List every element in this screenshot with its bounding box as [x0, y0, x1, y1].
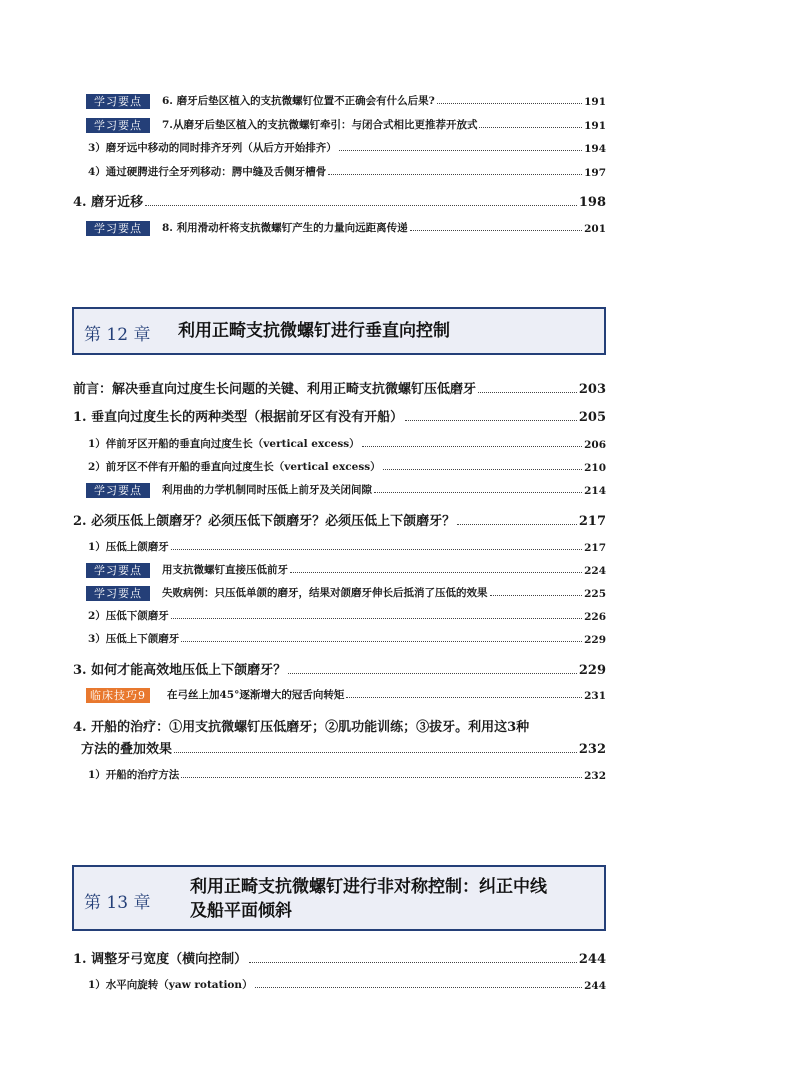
page-number: 226: [584, 611, 606, 623]
entry-title: 利用曲的力学机制同时压低上前牙及关闭间隙: [162, 484, 372, 496]
toc-section-entry[interactable]: [73, 510, 606, 529]
toc-section-entry[interactable]: [73, 659, 606, 678]
study-point-tag: 学习要点: [86, 94, 150, 109]
toc-section-entry-line1[interactable]: 4. 开船的治疗：①用支抗微螺钉压低磨牙；②肌功能训练；③拔牙。利用这3种: [73, 720, 530, 735]
page-number: 210: [584, 462, 606, 474]
entry-title: 前言：解决垂直向过度生长问题的关键、利用正畸支抗微螺钉压低磨牙: [73, 382, 477, 397]
clinical-tip-tag: 临床技巧9: [86, 688, 150, 703]
entry-title: 2）前牙区不伴有开船的垂直向过度生长（vertical excess）: [88, 461, 381, 473]
toc-entry[interactable]: [88, 459, 606, 474]
entry-title: 在弓丝上加45°逐渐增大的冠舌向转矩: [167, 689, 345, 701]
chapter-title: 利用正畸支抗微螺钉进行垂直向控制: [178, 321, 450, 341]
page-number: 205: [578, 410, 606, 425]
toc-entry[interactable]: [88, 539, 606, 554]
page-number: 203: [578, 382, 606, 397]
page-number: 217: [578, 514, 606, 529]
page-number: 225: [584, 588, 606, 600]
toc-entry[interactable]: [88, 608, 606, 623]
page-number: 232: [578, 742, 606, 757]
page-number: 197: [584, 167, 606, 179]
entry-title: 7.从磨牙后垫区植入的支抗微螺钉牵引：与闭合式相比更推荐开放式: [162, 119, 478, 131]
entry-title: 1）压低上颌磨牙: [88, 541, 169, 553]
toc-entry[interactable]: [162, 117, 606, 132]
chapter-number: 第 13 章: [84, 893, 151, 913]
toc-section-entry[interactable]: [73, 948, 606, 967]
page-number: 191: [584, 96, 606, 108]
toc-section-entry[interactable]: [73, 406, 606, 425]
toc-entry[interactable]: [162, 562, 606, 577]
page-number: 198: [578, 195, 606, 210]
chapter-number: 第 12 章: [84, 325, 151, 345]
toc-entry[interactable]: [162, 585, 606, 600]
entry-title: 1. 垂直向过度生长的两种类型（根据前牙区有没有开船）: [73, 410, 404, 425]
chapter-title-line2: 及船平面倾斜: [190, 901, 292, 921]
toc-section-entry[interactable]: [73, 378, 606, 397]
page-number: 206: [584, 439, 606, 451]
toc-entry[interactable]: [167, 687, 606, 702]
study-point-tag: 学习要点: [86, 563, 150, 578]
page-number: 191: [584, 120, 606, 132]
toc-entry[interactable]: [162, 482, 606, 497]
entry-title: 4）通过硬腭进行全牙列移动：腭中缝及舌侧牙槽骨: [88, 166, 327, 178]
entry-title: 3. 如何才能高效地压低上下颌磨牙？: [73, 663, 287, 678]
chapter-title-line1: 利用正畸支抗微螺钉进行非对称控制：纠正中线: [190, 877, 547, 897]
toc-section-entry[interactable]: [73, 191, 606, 210]
entry-title: 用支抗微螺钉直接压低前牙: [162, 564, 288, 576]
entry-title: 1. 调整牙弓宽度（横向控制）: [73, 952, 248, 967]
toc-entry[interactable]: [88, 164, 606, 179]
entry-title: 4. 磨牙近移: [73, 195, 144, 210]
page-number: 244: [584, 980, 606, 992]
page-number: 231: [584, 690, 606, 702]
entry-title: 失败病例：只压低单颌的磨牙，结果对颌磨牙伸长后抵消了压低的效果: [162, 587, 488, 599]
toc-entry[interactable]: [88, 436, 606, 451]
entry-title: 3）磨牙远中移动的同时排齐牙列（从后方开始排齐）: [88, 142, 337, 154]
page-number: 201: [584, 223, 606, 235]
toc-entry[interactable]: [88, 767, 606, 782]
entry-title: 3）压低上下颌磨牙: [88, 633, 180, 645]
page-number: 214: [584, 485, 606, 497]
entry-title: 方法的叠加效果: [81, 742, 173, 757]
study-point-tag: 学习要点: [86, 221, 150, 236]
toc-entry[interactable]: [88, 977, 606, 992]
page-number: 232: [584, 770, 606, 782]
toc-entry[interactable]: [88, 140, 606, 155]
toc-section-entry[interactable]: [81, 738, 606, 757]
entry-title: 1）开船的治疗方法: [88, 769, 180, 781]
page-number: 244: [578, 952, 606, 967]
study-point-tag: 学习要点: [86, 586, 150, 601]
entry-title: 1）伴前牙区开船的垂直向过度生长（vertical excess）: [88, 438, 360, 450]
entry-title: 1）水平向旋转（yaw rotation）: [88, 979, 253, 991]
chapter-13-header[interactable]: [72, 865, 606, 931]
page-number: 194: [584, 143, 606, 155]
page-number: 229: [578, 663, 606, 678]
toc-entry[interactable]: [162, 93, 606, 108]
entry-title: 6. 磨牙后垫区植入的支抗微螺钉位置不正确会有什么后果?: [162, 95, 435, 107]
entry-title: 2. 必须压低上颌磨牙？必须压低下颌磨牙？必须压低上下颌磨牙？: [73, 514, 456, 529]
chapter-12-header[interactable]: [72, 307, 606, 355]
entry-title: 8. 利用滑动杆将支抗微螺钉产生的力量向远距离传递: [162, 222, 408, 234]
toc-entry[interactable]: [88, 631, 606, 646]
page-number: 217: [584, 542, 606, 554]
entry-title: 2）压低下颌磨牙: [88, 610, 169, 622]
study-point-tag: 学习要点: [86, 483, 150, 498]
toc-entry[interactable]: [162, 220, 606, 235]
page-number: 224: [584, 565, 606, 577]
study-point-tag: 学习要点: [86, 118, 150, 133]
page-number: 229: [584, 634, 606, 646]
